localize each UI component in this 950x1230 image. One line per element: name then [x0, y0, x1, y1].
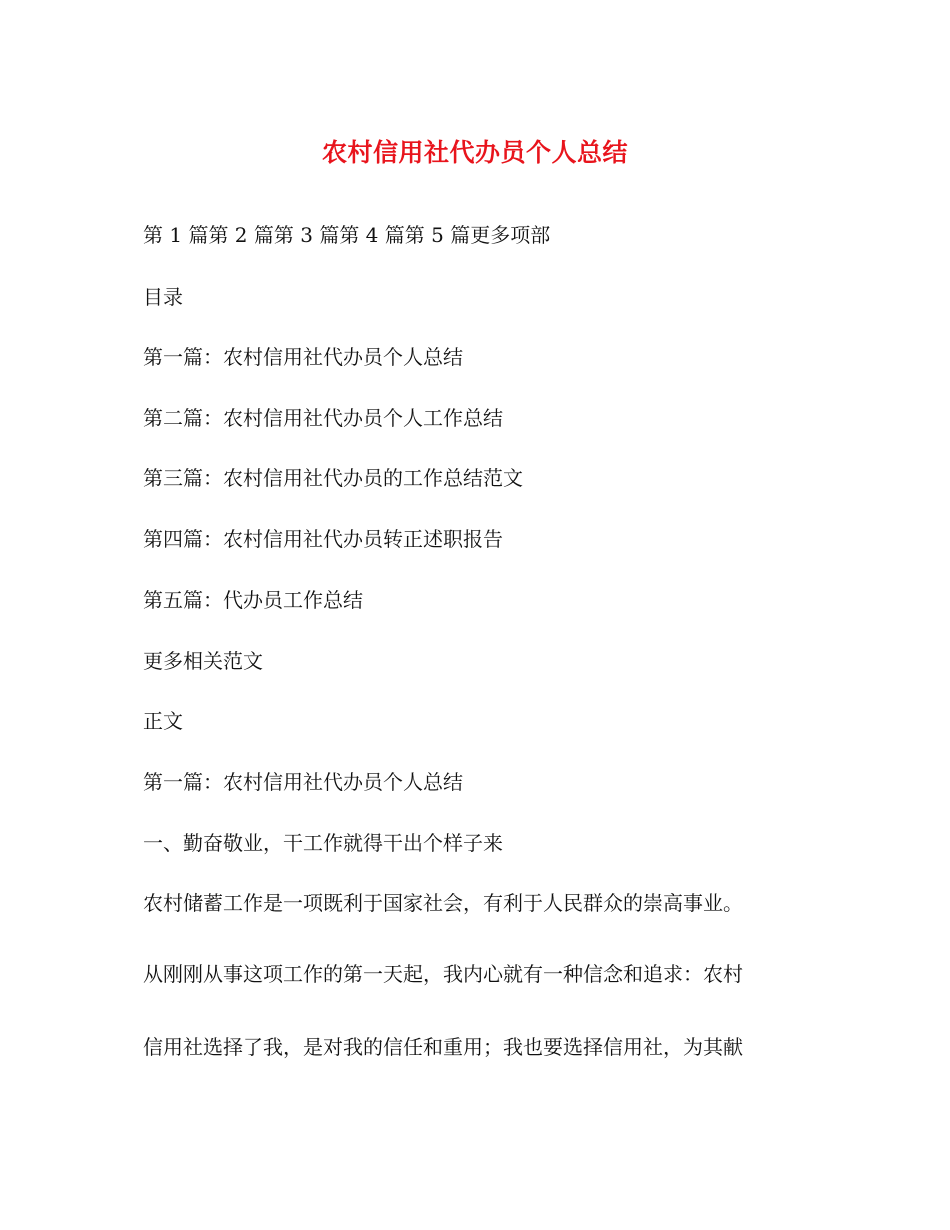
- paragraph-line-3: 信用社选择了我，是对我的信任和重用；我也要选择信用社，为其献: [143, 1035, 743, 1059]
- body-heading: 正文: [143, 709, 183, 733]
- paragraph-line-1: 农村储蓄工作是一项既利于国家社会，有利于人民群众的崇高事业。: [143, 891, 743, 915]
- toc-item-1: 第一篇：农村信用社代办员个人总结: [143, 345, 463, 369]
- toc-heading: 目录: [143, 285, 183, 309]
- chapter-nav: 第 1 篇第 2 篇第 3 篇第 4 篇第 5 篇更多项部: [143, 223, 551, 247]
- section-subheading: 一、勤奋敬业，干工作就得干出个样子来: [143, 831, 503, 855]
- paragraph-line-2: 从刚刚从事这项工作的第一天起，我内心就有一种信念和追求：农村: [143, 962, 743, 986]
- section-title: 第一篇：农村信用社代办员个人总结: [143, 770, 463, 794]
- document-title: 农村信用社代办员个人总结: [321, 138, 628, 167]
- toc-item-5: 第五篇：代办员工作总结: [143, 588, 363, 612]
- toc-item-4: 第四篇：农村信用社代办员转正述职报告: [143, 527, 503, 551]
- toc-item-3: 第三篇：农村信用社代办员的工作总结范文: [143, 466, 523, 490]
- toc-item-2: 第二篇：农村信用社代办员个人工作总结: [143, 406, 503, 430]
- more-related-link: 更多相关范文: [143, 649, 263, 673]
